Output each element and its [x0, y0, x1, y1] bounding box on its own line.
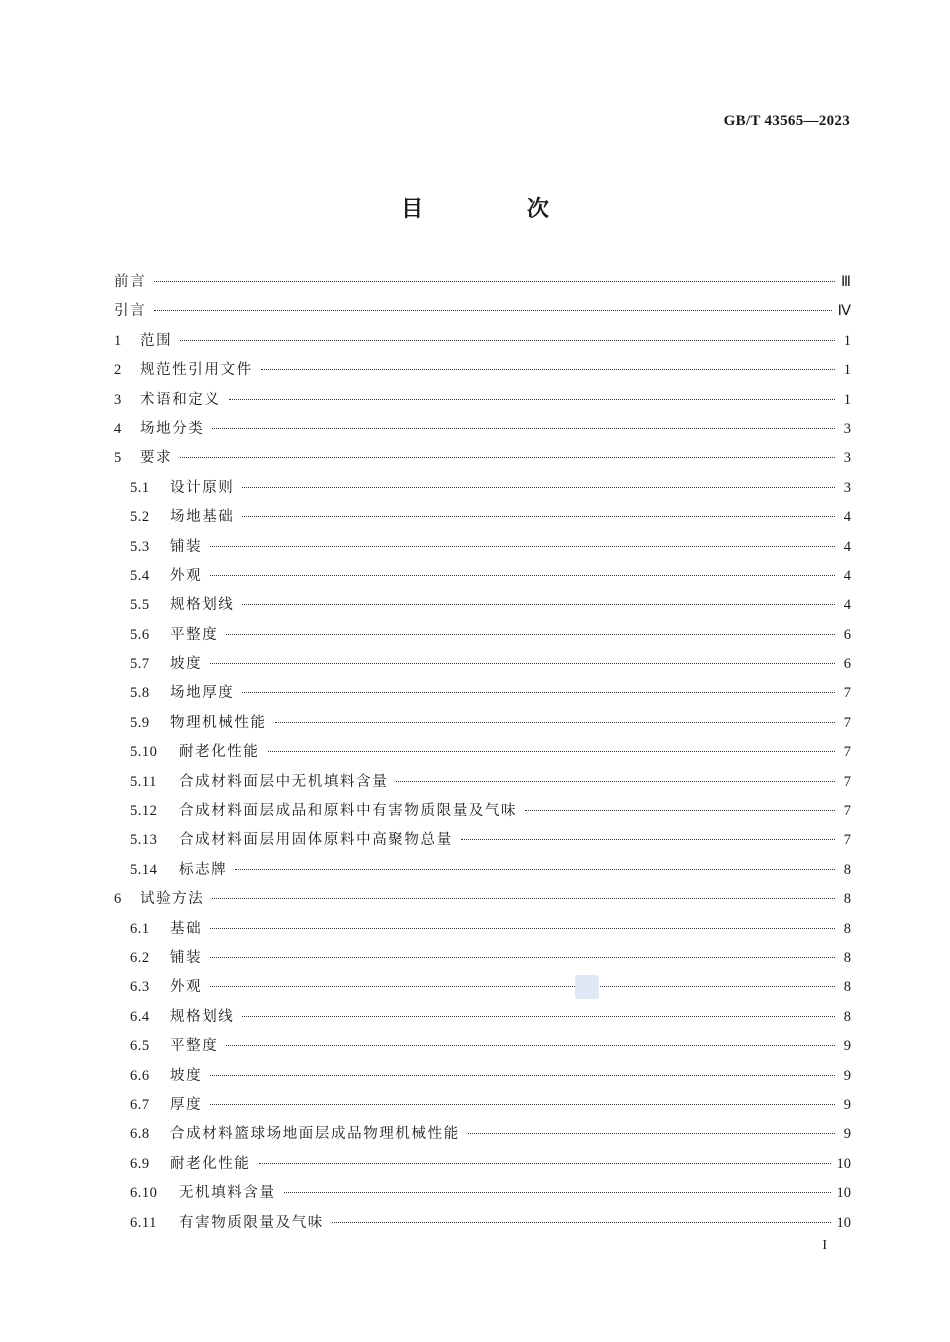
- toc-entry-number: 6.4: [130, 1008, 150, 1025]
- toc-entry-label: 无机填料含量: [179, 1185, 276, 1202]
- toc-entry-page: 8: [843, 861, 851, 878]
- toc-entry-label: 要求: [140, 450, 173, 467]
- toc-entry-label: 合成材料面层用固体原料中高聚物总量: [179, 832, 453, 849]
- toc-entry-page: 3: [843, 420, 851, 437]
- toc-entry[interactable]: [114, 388, 851, 417]
- toc-entry-page: 6: [843, 656, 851, 673]
- toc-leader-dots: [461, 839, 835, 840]
- toc-leader-dots: [242, 692, 835, 693]
- toc-entry[interactable]: [114, 329, 851, 358]
- toc-entry[interactable]: [114, 1034, 851, 1063]
- toc-entry-label: 合成材料篮球场地面层成品物理机械性能: [170, 1126, 460, 1143]
- toc-entry[interactable]: [114, 946, 851, 975]
- toc-entry-page: 10: [836, 1214, 851, 1231]
- table-of-contents: [114, 270, 851, 1240]
- toc-entry-page: 9: [843, 1038, 851, 1055]
- toc-leader-dots: [261, 369, 835, 370]
- toc-entry-label: 坡度: [170, 1067, 203, 1084]
- toc-entry-number: 5.12: [130, 803, 158, 820]
- toc-entry[interactable]: [114, 858, 851, 887]
- toc-entry-label: 范围: [140, 332, 173, 349]
- toc-entry-label: 平整度: [170, 626, 219, 643]
- toc-entry[interactable]: [114, 975, 851, 1004]
- toc-entry[interactable]: [114, 1211, 851, 1240]
- toc-entry-page: 6: [843, 626, 851, 643]
- toc-entry-number: 5.10: [130, 744, 158, 761]
- toc-entry-number: 6.3: [130, 979, 150, 996]
- toc-entry-label: 场地厚度: [170, 685, 235, 702]
- page-number: I: [822, 1238, 827, 1253]
- toc-entry[interactable]: [114, 299, 851, 328]
- toc-entry-page: 4: [843, 538, 851, 555]
- toc-entry-label: 场地基础: [170, 509, 235, 526]
- toc-entry-number: 5.4: [130, 567, 150, 584]
- toc-entry-page: 7: [843, 773, 851, 790]
- toc-entry-page: 10: [836, 1155, 851, 1172]
- toc-entry-number: 1: [114, 332, 122, 349]
- toc-entry-label: 术语和定义: [140, 391, 221, 408]
- toc-entry-label: 铺装: [170, 538, 203, 555]
- toc-entry-label: 外观: [170, 979, 203, 996]
- toc-entry-page: 7: [843, 714, 851, 731]
- toc-entry[interactable]: [114, 623, 851, 652]
- toc-entry[interactable]: [114, 887, 851, 916]
- toc-entry-page: 1: [843, 391, 851, 408]
- toc-leader-dots: [332, 1222, 831, 1223]
- toc-entry-number: 4: [114, 420, 122, 437]
- toc-entry-number: 5.6: [130, 626, 150, 643]
- toc-entry-page: 4: [843, 597, 851, 614]
- toc-entry-number: 5.9: [130, 714, 150, 731]
- toc-leader-dots: [210, 663, 835, 664]
- toc-entry-page: 9: [843, 1067, 851, 1084]
- toc-entry-number: 5.8: [130, 685, 150, 702]
- toc-leader-dots: [210, 1104, 835, 1105]
- toc-leader-dots: [242, 487, 835, 488]
- toc-entry[interactable]: [114, 446, 851, 475]
- toc-entry-number: 3: [114, 391, 122, 408]
- toc-entry-page: 9: [843, 1096, 851, 1113]
- toc-entry[interactable]: [114, 1005, 851, 1034]
- toc-leader-dots: [242, 604, 835, 605]
- toc-entry-label: 设计原则: [170, 479, 235, 496]
- watermark-mark: [575, 975, 599, 999]
- toc-entry-page: 8: [843, 891, 851, 908]
- toc-entry-label: 规格划线: [170, 597, 235, 614]
- toc-leader-dots: [259, 1163, 831, 1164]
- toc-leader-dots: [229, 399, 836, 400]
- toc-entry-label: 厚度: [170, 1096, 203, 1113]
- toc-entry-number: 5.13: [130, 832, 158, 849]
- toc-leader-dots: [210, 575, 835, 576]
- toc-entry[interactable]: [114, 652, 851, 681]
- toc-entry[interactable]: [114, 535, 851, 564]
- toc-entry-number: 5.2: [130, 509, 150, 526]
- toc-entry[interactable]: [114, 593, 851, 622]
- toc-entry-label: 铺装: [170, 949, 203, 966]
- toc-leader-dots: [396, 781, 835, 782]
- toc-entry-page: 9: [843, 1126, 851, 1143]
- toc-entry[interactable]: [114, 270, 851, 299]
- toc-leader-dots: [235, 869, 835, 870]
- toc-entry-label: 外观: [170, 567, 203, 584]
- toc-entry[interactable]: [114, 1122, 851, 1151]
- toc-entry[interactable]: [114, 799, 851, 828]
- toc-entry-page: 8: [843, 1008, 851, 1025]
- standard-code: GB/T 43565—2023: [723, 113, 850, 129]
- toc-leader-dots: [242, 516, 835, 517]
- toc-entry-number: 6.11: [130, 1214, 157, 1231]
- toc-entry-number: 5.5: [130, 597, 150, 614]
- toc-leader-dots: [154, 310, 831, 311]
- toc-entry-label: 有害物质限量及气味: [179, 1214, 324, 1231]
- toc-entry-page: 1: [843, 362, 851, 379]
- toc-entry-label: 规范性引用文件: [140, 362, 253, 379]
- toc-entry-label: 合成材料面层中无机填料含量: [179, 773, 389, 790]
- toc-entry-label: 前言: [114, 274, 147, 290]
- toc-entry[interactable]: [114, 564, 851, 593]
- toc-leader-dots: [212, 428, 835, 429]
- toc-entry[interactable]: [114, 1181, 851, 1210]
- toc-entry-number: 6.1: [130, 920, 150, 937]
- toc-entry-page: 8: [843, 949, 851, 966]
- toc-entry[interactable]: [114, 476, 851, 505]
- toc-entry-label: 试验方法: [140, 891, 205, 908]
- toc-entry[interactable]: [114, 505, 851, 534]
- toc-entry-number: 6.2: [130, 949, 150, 966]
- toc-entry-label: 耐老化性能: [170, 1155, 251, 1172]
- toc-entry-label: 合成材料面层成品和原料中有害物质限量及气味: [179, 803, 518, 820]
- toc-entry-number: 6.10: [130, 1185, 158, 1202]
- toc-entry[interactable]: [114, 417, 851, 446]
- toc-entry-number: 6.6: [130, 1067, 150, 1084]
- toc-leader-dots: [210, 986, 835, 987]
- toc-entry[interactable]: [114, 1093, 851, 1122]
- toc-entry-number: 2: [114, 362, 122, 379]
- toc-leader-dots: [210, 1075, 835, 1076]
- toc-leader-dots: [210, 957, 835, 958]
- toc-entry-page: 7: [843, 832, 851, 849]
- toc-leader-dots: [154, 281, 835, 282]
- toc-entry[interactable]: [114, 711, 851, 740]
- toc-entry-number: 6.8: [130, 1126, 150, 1143]
- toc-entry-page: 10: [836, 1185, 851, 1202]
- toc-entry-page: 4: [843, 567, 851, 584]
- toc-leader-dots: [268, 751, 836, 752]
- toc-entry-number: 6.5: [130, 1038, 150, 1055]
- toc-entry[interactable]: [114, 740, 851, 769]
- toc-entry-number: 5.3: [130, 538, 150, 555]
- toc-entry-page: 7: [843, 803, 851, 820]
- toc-entry-page: 4: [843, 509, 851, 526]
- toc-entry[interactable]: [114, 358, 851, 387]
- toc-entry-label: 平整度: [170, 1038, 219, 1055]
- toc-entry-number: 5.1: [130, 479, 150, 496]
- toc-entry-number: 6.7: [130, 1096, 150, 1113]
- toc-entry-page: Ⅳ: [837, 303, 851, 320]
- toc-entry[interactable]: [114, 828, 851, 857]
- toc-entry-page: 7: [843, 685, 851, 702]
- toc-entry-page: 8: [843, 979, 851, 996]
- toc-leader-dots: [180, 340, 835, 341]
- toc-entry-page: 3: [843, 479, 851, 496]
- toc-leader-dots: [212, 898, 835, 899]
- toc-entry-page: 3: [843, 450, 851, 467]
- toc-entry[interactable]: [114, 917, 851, 946]
- toc-entry[interactable]: [114, 681, 851, 710]
- toc-entry[interactable]: [114, 770, 851, 799]
- toc-entry-number: 6: [114, 891, 122, 908]
- toc-entry-page: Ⅲ: [841, 274, 851, 290]
- toc-leader-dots: [210, 546, 835, 547]
- toc-leader-dots: [275, 722, 835, 723]
- toc-leader-dots: [284, 1192, 831, 1193]
- toc-entry-page: 1: [843, 332, 851, 349]
- page-title: 目 次: [401, 197, 597, 222]
- toc-leader-dots: [242, 1016, 835, 1017]
- toc-entry-number: 5.14: [130, 861, 158, 878]
- toc-entry-label: 坡度: [170, 656, 203, 673]
- toc-entry-label: 引言: [114, 303, 147, 320]
- toc-entry-page: 8: [843, 920, 851, 937]
- toc-entry-number: 5.11: [130, 773, 157, 790]
- toc-leader-dots: [180, 457, 835, 458]
- toc-entry-page: 7: [843, 744, 851, 761]
- toc-entry[interactable]: [114, 1152, 851, 1181]
- toc-leader-dots: [525, 810, 835, 811]
- toc-entry-label: 场地分类: [140, 420, 205, 437]
- toc-entry-label: 物理机械性能: [170, 714, 267, 731]
- toc-entry-number: 5.7: [130, 656, 150, 673]
- toc-leader-dots: [226, 1045, 835, 1046]
- toc-entry-number: 6.9: [130, 1155, 150, 1172]
- toc-entry-number: 5: [114, 450, 122, 467]
- toc-entry[interactable]: [114, 1064, 851, 1093]
- toc-entry-label: 标志牌: [179, 861, 228, 878]
- toc-leader-dots: [210, 928, 835, 929]
- toc-leader-dots: [468, 1133, 835, 1134]
- toc-entry-label: 耐老化性能: [179, 744, 260, 761]
- toc-entry-label: 基础: [170, 920, 203, 937]
- toc-entry-label: 规格划线: [170, 1008, 235, 1025]
- toc-leader-dots: [226, 634, 835, 635]
